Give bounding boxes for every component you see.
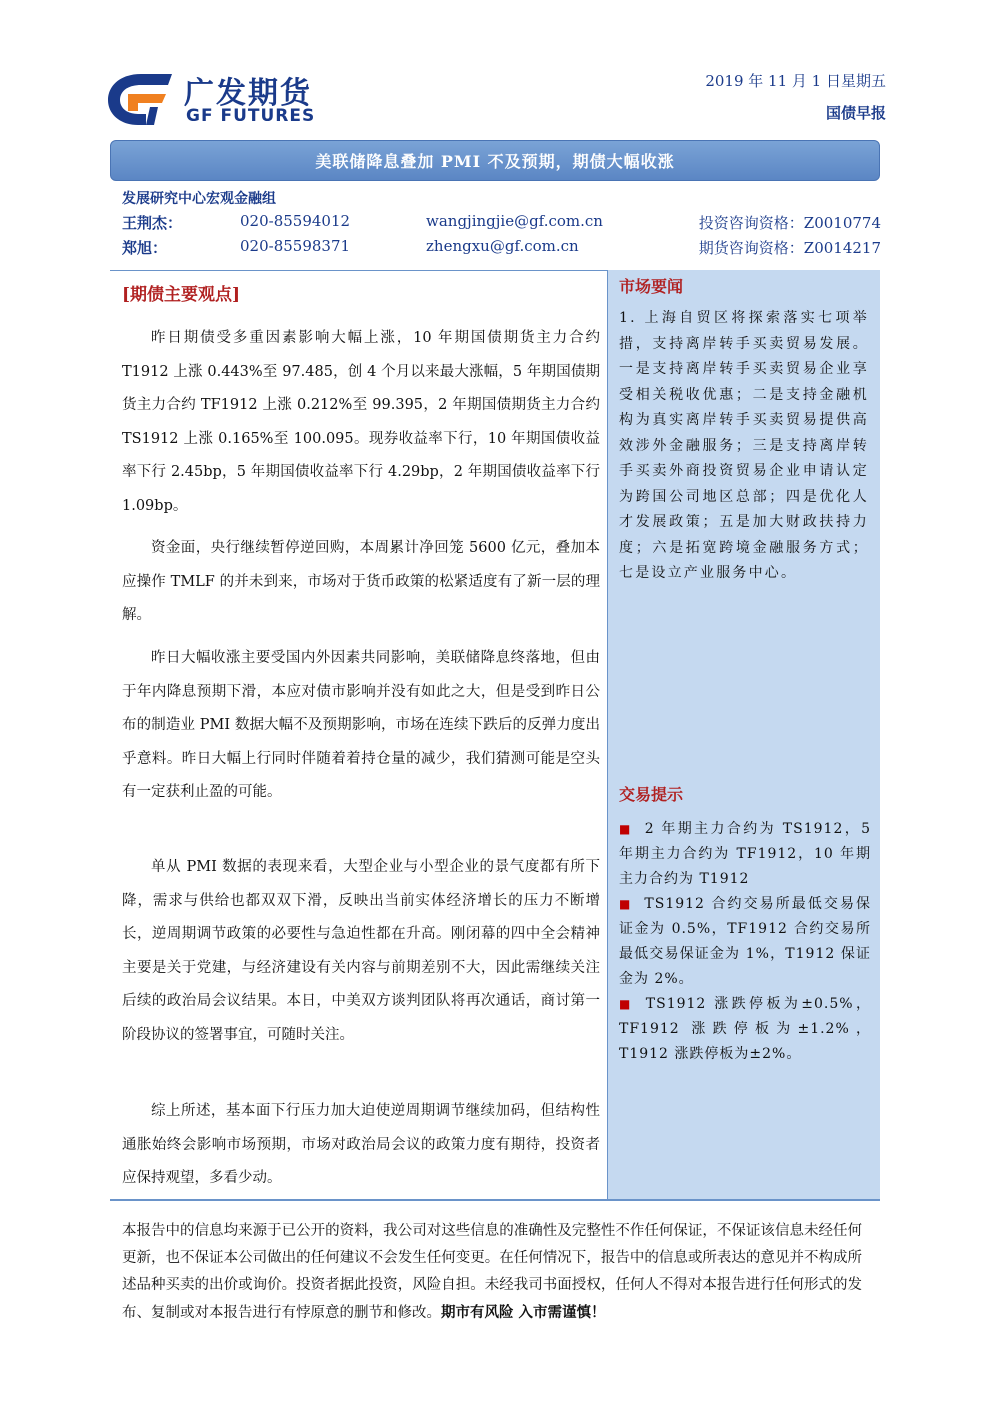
paragraph: 单从 PMI 数据的表现来看，大型企业与小型企业的景气度都有所下降，需求与供给也都双双下滑，反映出当前实体经济增长的压力不断增长，逆周期调节政策的必要性与急迫性都在升高。刚闭幕的四中全会精神主要是关于党建，与经济建设有关内容与前期差别不大，因此需继续关注后续的政治局会议结果。本日，中美双方谈判团队将再次通话，商讨第一阶段协议的签署事宜，可随时关注。 bbox=[122, 859, 600, 1043]
title-banner bbox=[110, 140, 880, 181]
tip-item bbox=[619, 892, 871, 992]
report-type: 国债早报 bbox=[825, 104, 886, 122]
author-name: 郑旭： bbox=[122, 239, 168, 257]
author-phone: 020-85598371 bbox=[240, 237, 351, 255]
tip-text: 2 年期主力合约为 TS1912，5 年期主力合约为 TF1912，10 年期主力合约为 T1912 bbox=[619, 821, 871, 887]
tip-item bbox=[619, 992, 871, 1067]
risk-warning: 期市有风险 入市需谨慎！ bbox=[441, 1304, 606, 1321]
department: 发展研究中心宏观金融组 bbox=[122, 191, 276, 207]
company-logo bbox=[106, 68, 356, 128]
author-email[interactable]: wangjingjie@gf.com.cn bbox=[426, 212, 603, 230]
author-license: 期货咨询资格：Z0014217 bbox=[698, 239, 881, 257]
author-name: 王荆杰： bbox=[122, 214, 183, 232]
tip-item bbox=[619, 817, 871, 892]
paragraph: 资金面，央行继续暂停逆回购，本周累计净回笼 5600 亿元，叠加本应操作 TMLF 的并未到来，市场对于货币政策的松紧适度有了新一层的理解。 bbox=[122, 540, 600, 623]
trading-tips-heading: 交易提示 bbox=[619, 785, 684, 804]
gf-logo-icon bbox=[106, 70, 176, 128]
bullet-square-icon: ■ bbox=[619, 997, 634, 1011]
disclaimer bbox=[122, 1218, 862, 1327]
bullet-square-icon: ■ bbox=[619, 897, 633, 911]
main-views-heading: [期债主要观点] bbox=[122, 285, 241, 305]
market-news-text: 1. 上海自贸区将探索落实七项举措，支持离岸转手买卖贸易发展。一是支持离岸转手买卖贸易企业享受相关税收优惠；二是支持金融机构为真实离岸转手买卖贸易提供高效涉外金融服务；三是支持离岸转手买卖外商投资贸易企业申请认定为跨国公司地区总部；四是优化人才发展政策；五是加大财政扶持力度；六是拓宽跨境金融服务方式；七是设立产业服务中心。 bbox=[619, 310, 869, 581]
bullet-square-icon: ■ bbox=[619, 822, 633, 836]
market-news-heading: 市场要闻 bbox=[619, 277, 684, 296]
divider bbox=[110, 1199, 880, 1201]
author-email[interactable]: zhengxu@gf.com.cn bbox=[426, 237, 579, 255]
report-title: 美联储降息叠加 PMI 不及预期，期债大幅收涨 bbox=[315, 152, 675, 171]
paragraph: 昨日期债受多重因素影响大幅上涨，10 年期国债期货主力合约 T1912 上涨 0.443%至 97.485，创 4 个月以来最大涨幅，5 年期国债期货主力合约 TF1912 上涨 0.212%至 99.395，2 年期国债期货主力合约 TS1912 上涨 0.165%至 100.095。现券收益率下行，10 年期国债收益率下行 2.45bp，5 年期国债收益率下行 4.29bp，2 年期国债收益率下行 1.09bp。 bbox=[122, 330, 600, 514]
tip-text: TS1912 涨跌停板为±0.5%，TF1912 涨跌停板为±1.2%，T1912 涨跌停板为±2%。 bbox=[619, 996, 871, 1062]
brand-name-cn: 广发期货 bbox=[184, 76, 312, 111]
paragraph: 昨日大幅收涨主要受国内外因素共同影响，美联储降息终落地，但由于年内降息预期下滑，本应对债市影响并没有如此之大，但是受到昨日公布的制造业 PMI 数据大幅不及预期影响，市场在连续下跌后的反弹力度出乎意料。昨日大幅上行同时伴随着着持仓量的减少，我们猜测可能是空头有一定获利止盈的可能。 bbox=[122, 650, 600, 800]
disclaimer-text: 本报告中的信息均来源于已公开的资料，我公司对这些信息的准确性及完整性不作任何保证，不保证该信息未经任何更新，也不保证本公司做出的任何建议不会发生任何变更。在任何情况下，报告中的信息或所表达的意见并不构成所述品种买卖的出价或询价。投资者据此投资，风险自担。未经我司书面授权，任何人不得对本报告进行任何形式的发布、复制或对本报告进行有悖原意的删节和修改。 bbox=[122, 1223, 862, 1321]
author-license: 投资咨询资格：Z0010774 bbox=[698, 214, 881, 232]
paragraph: 综上所述，基本面下行压力加大迫使逆周期调节继续加码，但结构性通胀始终会影响市场预期，市场对政治局会议的政策力度有期待，投资者应保持观望，多看少动。 bbox=[122, 1103, 600, 1186]
brand-name-en: GF FUTURES bbox=[186, 106, 316, 126]
report-date: 2019 年 11 月 1 日星期五 bbox=[705, 72, 886, 90]
author-phone: 020-85594012 bbox=[240, 212, 351, 230]
tip-text: TS1912 合约交易所最低交易保证金为 0.5%，TF1912 合约交易所最低交易保证金为 1%，T1912 保证金为 2%。 bbox=[619, 896, 871, 987]
